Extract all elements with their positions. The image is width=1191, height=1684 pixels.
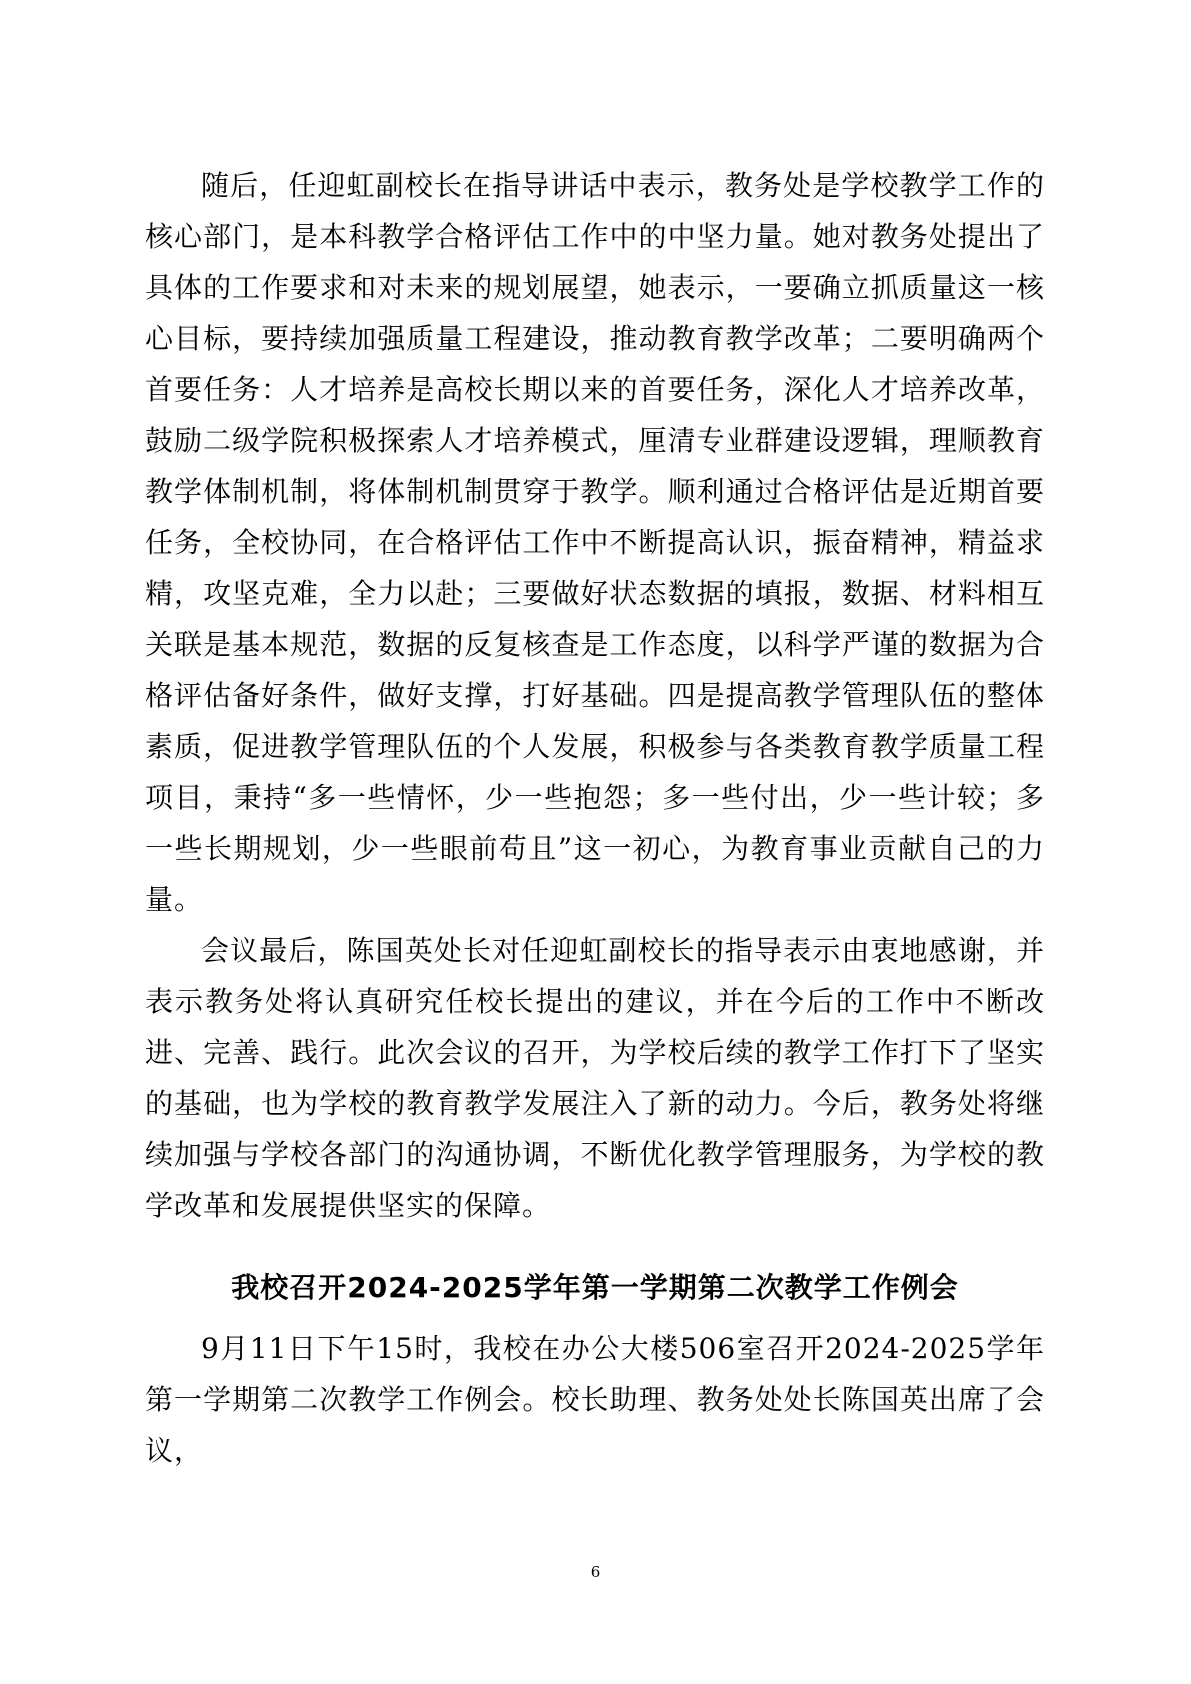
section-heading: 我校召开2024-2025学年第一学期第二次教学工作例会: [231, 1271, 959, 1304]
paragraph-conclusion: 会议最后，陈国英处长对任迎虹副校长的指导表示由衷地感谢，并表示教务处将认真研究任校长提出的建议，并在今后的工作中不断改进、完善、践行。此次会议的召开，为学校后续的教学工作打下了坚实的基础，也为学校的教育教学发展注入了新的动力。今后，教务处将继续加强与学校各部门的沟通协调，不断优化教学管理服务，为学校的教学改革和发展提供坚实的保障。: [145, 934, 1045, 1222]
section-paragraph: 9月11日下午15时，我校在办公大楼506室召开2024-2025学年第一学期第二次教学工作例会。校长助理、教务处处长陈国英出席了会议，: [145, 1332, 1045, 1467]
paragraph-speech: 随后，任迎虹副校长在指导讲话中表示，教务处是学校教学工作的核心部门，是本科教学合格评估工作中的中坚力量。她对教务处提出了具体的工作要求和对未来的规划展望，她表示，一要确立抓质量这一核心目标，要持续加强质量工程建设，推动教育教学改革；二要明确两个首要任务：人才培养是高校长期以来的首要任务，深化人才培养改革，鼓励二级学院积极探索人才培养模式，厘清专业群建设逻辑，理顺教育教学体制机制，将体制机制贯穿于教学。顺利通过合格评估是近期首要任务，全校协同，在合格评估工作中不断提高认识，振奋精神，精益求精，攻坚克难，全力以赴；三要做好状态数据的填报，数据、材料相互关联是基本规范，数据的反复核查是工作态度，以科学严谨的数据为合格评估备好条件，做好支撑，打好基础。四是提高教学管理队伍的整体素质，促进教学管理队伍的个人发展，积极参与各类教育教学质量工程项目，秉持“多一些情怀，少一些抱怨；多一些付出，少一些计较；多一些长期规划，少一些眼前苟且”这一初心，为教育事业贡献自己的力量。: [145, 169, 1045, 916]
page-content: [145, 160, 1045, 1476]
page-number: 6: [590, 1563, 601, 1581]
